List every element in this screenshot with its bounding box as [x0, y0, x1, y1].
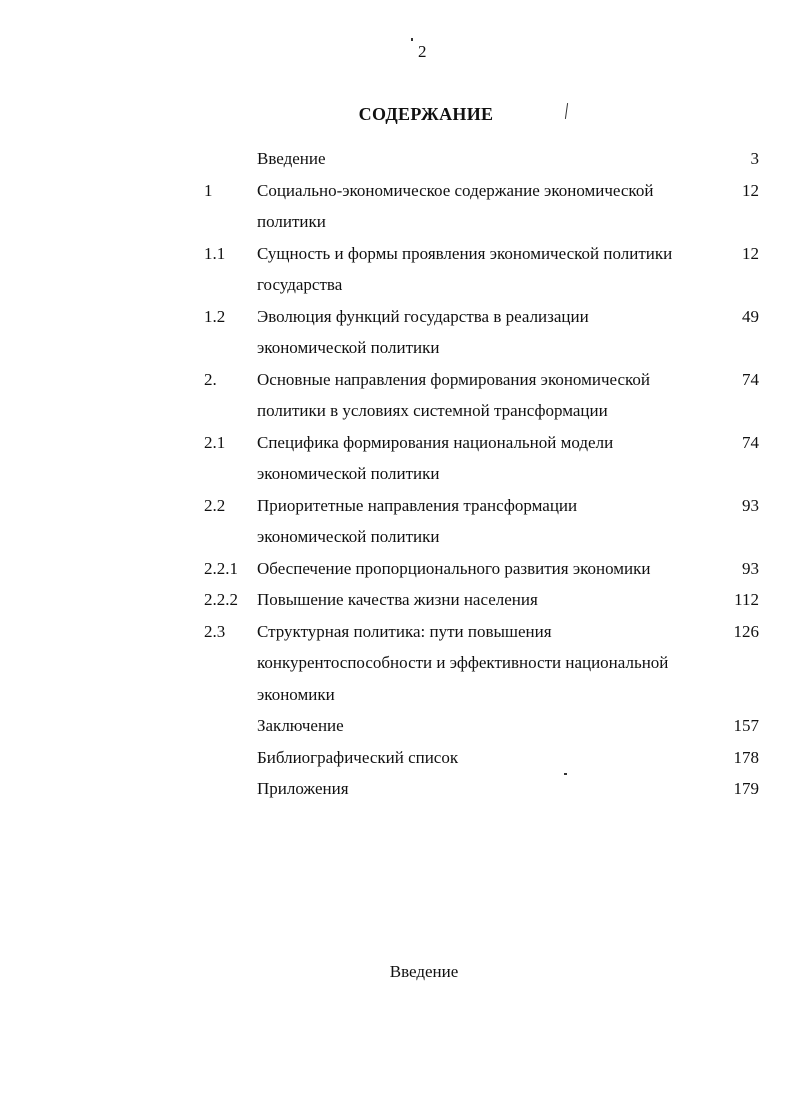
toc-entry	[0, 175, 797, 238]
toc-entry-title	[257, 553, 727, 585]
toc-entry-title-line: экономической политики	[257, 527, 440, 546]
toc-entry-title	[257, 364, 727, 427]
toc-entry-title-line: конкурентоспособности и эффективности национальной	[257, 653, 669, 672]
toc-entry-title-line: Обеспечение пропорционального развития экономики	[257, 558, 651, 578]
toc-entry-title	[257, 710, 727, 742]
toc-entry-title	[257, 175, 727, 238]
table-of-contents	[0, 143, 797, 805]
toc-entry-title	[257, 427, 727, 490]
toc-entry-title-line: Социально-экономическое содержание экономической	[257, 180, 654, 200]
toc-entry-page: 74	[742, 369, 759, 389]
toc-entry-title-line: экономической политики	[257, 338, 440, 357]
toc-entry-title-line: политики в условиях системной трансформации	[257, 401, 608, 420]
page-title: СОДЕРЖАНИЕ	[358, 104, 494, 124]
toc-entry-title	[257, 143, 727, 175]
toc-entry-title-line: Сущность и формы проявления экономической политики	[257, 243, 673, 263]
toc-entry-title-line: Заключение	[257, 716, 344, 735]
toc-entry-title	[257, 773, 727, 805]
toc-entry-title-line: Библиографический список	[257, 747, 459, 767]
toc-entry	[0, 427, 797, 490]
toc-entry-page: 12	[742, 180, 759, 200]
toc-entry-title-line: Повышение качества жизни населения	[257, 590, 538, 609]
toc-entry	[0, 301, 797, 364]
toc-entry-title-line: Приложения	[257, 779, 349, 798]
toc-entry-title	[257, 584, 727, 616]
toc-entry-number: 2.2.2	[204, 590, 238, 609]
toc-entry-page: 157	[733, 716, 759, 735]
toc-entry-title-line: экономики	[257, 684, 335, 704]
scan-speck	[411, 38, 413, 41]
page-number: 2	[418, 42, 427, 61]
toc-entry-page: 74	[742, 432, 759, 452]
toc-entry	[0, 238, 797, 301]
toc-entry-number: 2.2	[204, 495, 226, 515]
toc-entry-number: 1.2	[204, 306, 226, 326]
toc-entry	[0, 710, 797, 742]
toc-entry-title	[257, 301, 727, 364]
toc-entry-title-line: Специфика формирования национальной модели	[257, 432, 614, 452]
toc-entry	[0, 553, 797, 585]
toc-entry	[0, 584, 797, 616]
toc-entry-title-line: Приоритетные направления трансформации	[257, 495, 578, 515]
toc-entry-number: 2.3	[204, 621, 226, 641]
toc-entry-page: 93	[742, 558, 759, 578]
toc-entry-page: 93	[742, 495, 759, 515]
toc-entry-title-line: экономической политики	[257, 464, 440, 483]
toc-entry-page: 178	[733, 747, 759, 767]
toc-entry-page: 3	[750, 149, 759, 168]
toc-entry-page: 126	[733, 621, 759, 641]
toc-entry-title-line: Структурная политика: пути повышения	[257, 621, 552, 641]
toc-entry-title-line: Введение	[257, 149, 326, 168]
toc-entry-title	[257, 742, 727, 774]
toc-entry-title	[257, 238, 727, 301]
toc-entry-title-line: государства	[257, 275, 343, 294]
toc-entry-number: 2.2.1	[204, 558, 238, 578]
toc-entry	[0, 616, 797, 711]
toc-entry-title-line: Основные направления формирования экономической	[257, 369, 651, 389]
toc-entry-title-line: политики	[257, 212, 326, 231]
toc-entry	[0, 490, 797, 553]
toc-entry-page: 12	[742, 243, 759, 263]
section-heading-introduction: Введение	[389, 962, 459, 981]
toc-entry-page: 49	[742, 306, 759, 326]
toc-entry	[0, 773, 797, 805]
toc-entry	[0, 742, 797, 774]
toc-entry-number: 1.1	[204, 243, 226, 263]
toc-entry-title	[257, 490, 727, 553]
toc-entry-page: 179	[733, 779, 759, 798]
toc-entry-number: 1	[204, 180, 213, 200]
toc-entry-number: 2.1	[204, 432, 226, 452]
toc-entry-title	[257, 616, 727, 711]
toc-entry	[0, 143, 797, 175]
toc-entry-page: 112	[734, 590, 759, 609]
toc-entry-number: 2.	[204, 369, 217, 389]
toc-entry-title-line: Эволюция функций государства в реализации	[257, 306, 589, 326]
toc-entry	[0, 364, 797, 427]
